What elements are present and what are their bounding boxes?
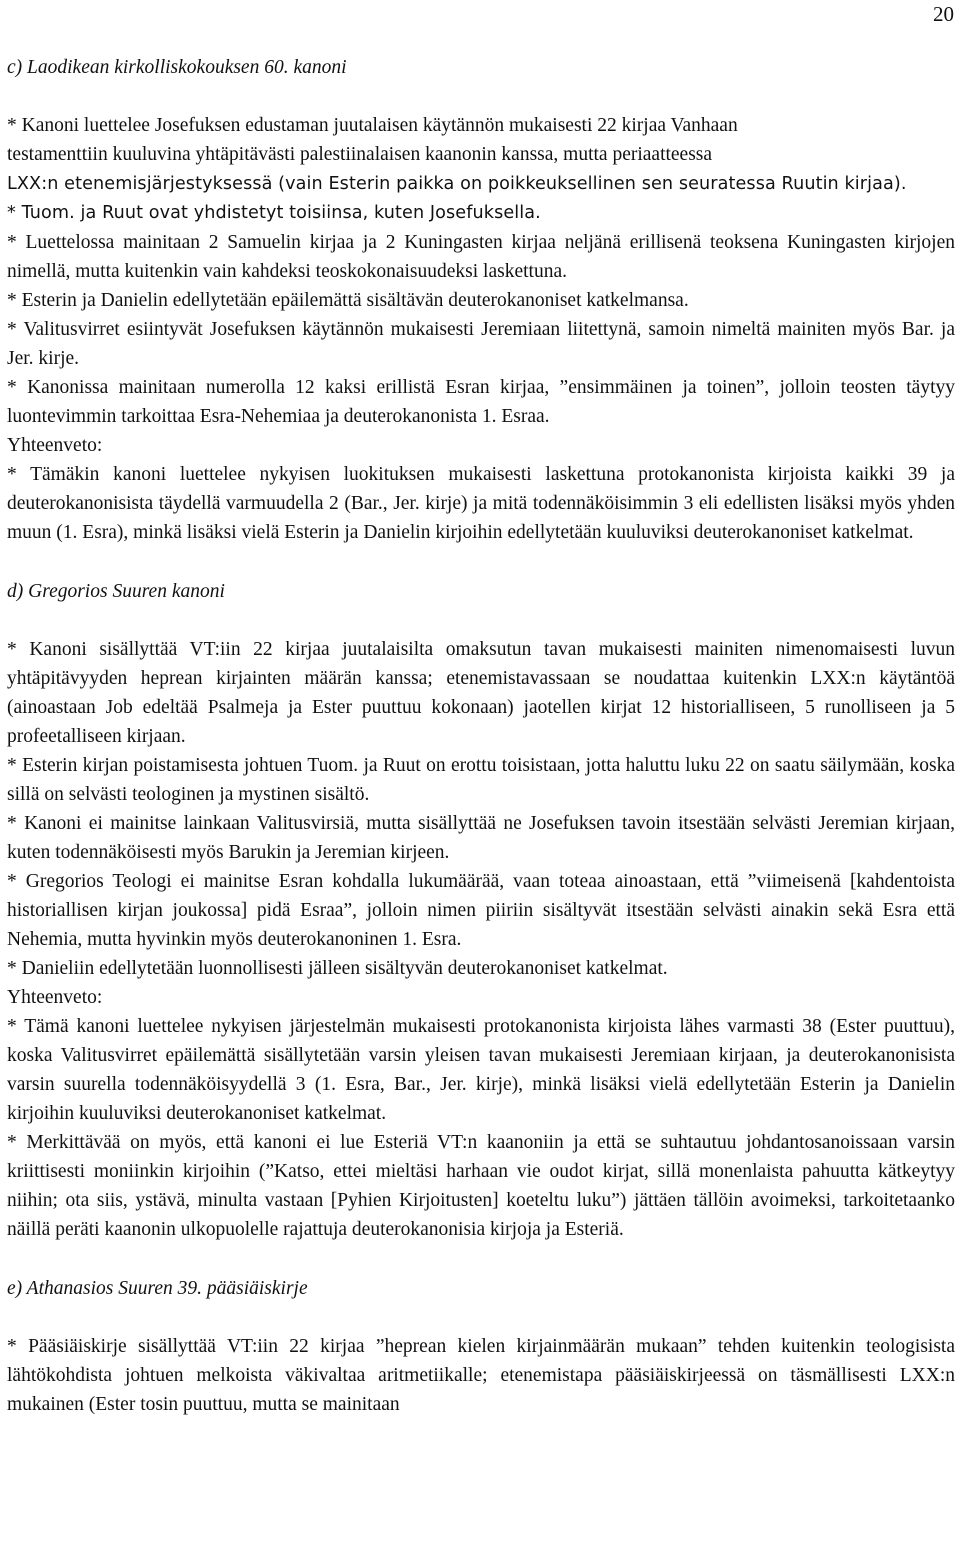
section-e	[7, 1274, 955, 1419]
section-d	[7, 577, 955, 1244]
paragraph: * Tämä kanoni luettelee nykyisen järjestelmän mukaisesti protokanonista kirjoista lähes varmasti 38 (Ester puuttuu), koska Valitusvirret epäilemättä sisällytetään varsin yleisen tavan mukaisesti Jeremiaan kirjaan, ja deuterokanonisista varsin suurella todennäköisyydellä 3 (1. Esra, Bar., Jer. kirje), minkä lisäksi vielä edellytetään Esterin ja Danielin kirjoihin kuuluviksi deuterokanoniset katkelmat.	[7, 1016, 955, 1124]
summary-label: Yhteenveto:	[7, 987, 103, 1008]
page-number: 20	[933, 2, 954, 26]
document-body	[7, 53, 955, 1419]
section-e-body	[7, 1332, 955, 1419]
paragraph: * Pääsiäiskirje sisällyttää VT:iin 22 kirjaa ”heprean kielen kirjainmäärän mukaan” tehden kuitenkin teologisista lähtökohdista johtuen melkoista väkivaltaa aritmetiikalle; etenemistapa pääsiäiskirjeessä on täsmällisesti LXX:n mukainen (Ester tosin puuttuu, mutta se mainitaan	[7, 1336, 955, 1415]
section-heading: c) Laodikean kirkolliskokouksen 60. kanoni	[7, 57, 347, 78]
paragraph: * Danieliin edellytetään luonnollisesti jälleen sisältyvän deuterokanoniset katkelmat.	[7, 958, 668, 979]
section-c-body	[7, 111, 955, 547]
paragraph	[7, 111, 955, 199]
paragraph: * Kanonissa mainitaan numerolla 12 kaksi erillistä Esran kirjaa, ”ensimmäinen ja toinen”, jolloin teosten täytyy luontevimmin tarkoittaa Esra-Nehemiaa ja deuterokanonista 1. Esraa.	[7, 377, 955, 427]
paragraph: * Luettelossa mainitaan 2 Samuelin kirjaa ja 2 Kuningasten kirjaa neljänä erillisenä teoksena Kuningasten kirjojen nimellä, mutta kuitenkin vain kahdeksi teoskokonaisuudeksi laskettuna.	[7, 232, 955, 282]
paragraph: * Gregorios Teologi ei mainitse Esran kohdalla lukumäärää, vaan toteaa ainoastaan, että ”viimeisenä [kahdentoista historiallisen kirjan joukossa] pidä Esraa”, jolloin nimen piiriin sisältyvät itsestään selvästi ainakin sekä Esra että Nehemia, mutta hyvinkin myös deuterokanoninen 1. Esra.	[7, 871, 955, 950]
paragraph: * Merkittävää on myös, että kanoni ei lue Esteriä VT:n kaanoniin ja että se suhtautuu johdantosanoissaan varsin kriittisesti moniinkin kirjoihin (”Katso, ettei mieltäsi harhaan vie oudot kirjat, sillä monenlaista pahuutta kätkeytyy niihin; ota siis, ystävä, minulta vastaan [Pyhien Kirjoitusten] koeteltu luku”) jättäen tällöin avoimeksi, tarkoitetaanko näillä peräti kaanonin ulkopuolelle rajattuja deuterokanonisia kirjoja ja Esteriä.	[7, 1132, 955, 1240]
paragraph: * Kanoni ei mainitse lainkaan Valitusvirsiä, mutta sisällyttää ne Josefuksen tavoin itsestään selvästi Jeremian kirjaan, kuten todennäköisesti myös Barukin ja Jeremian kirjeen.	[7, 813, 955, 863]
paragraph: * Valitusvirret esiintyvät Josefuksen käytännön mukaisesti Jeremiaan liitettynä, samoin nimeltä mainiten myös Bar. ja Jer. kirje.	[7, 319, 955, 369]
section-heading: d) Gregorios Suuren kanoni	[7, 581, 225, 602]
section-heading: e) Athanasios Suuren 39. pääsiäiskirje	[7, 1278, 308, 1299]
paragraph: * Esterin ja Danielin edellytetään epäilemättä sisältävän deuterokanoniset katkelmansa.	[7, 290, 689, 311]
paragraph: * Kanoni sisällyttää VT:iin 22 kirjaa juutalaisilta omaksutun tavan mukaisesti mainiten nimenomaisesti luvun yhtäpitävyyden heprean kirjainten määrän kanssa; etenemistavassaan se noudattaa kuitenkin LXX:n käytäntöä (ainoastaan Job edeltää Psalmeja ja Ester puuttuu kokonaan) jaotellen kirjat 12 historialliseen, 5 runolliseen ja 5 profeetalliseen kirjaan.	[7, 639, 955, 747]
paragraph: * Esterin kirjan poistamisesta johtuen Tuom. ja Ruut on erottu toisistaan, jotta haluttu luku 22 on saatu säilymään, koska sillä on selvästi teologinen ja mystinen sisältö.	[7, 755, 955, 805]
paragraph: * Tämäkin kanoni luettelee nykyisen luokituksen mukaisesti laskettuna protokanonista kirjoista kaikki 39 ja deuterokanonisista täydellä varmuudella 2 (Bar., Jer. kirje) ja mitä todennäköisimmin 3 eli edellisten lisäksi myös yhden muun (1. Esra), minkä lisäksi vielä Esterin ja Danielin kirjoihin edellytetään kuuluviksi deuterokanoniset katkelmat.	[7, 464, 955, 543]
paragraph: * Tuom. ja Ruut ovat yhdistetyt toisiinsa, kuten Josefuksella.	[7, 203, 541, 223]
paragraph-line: testamenttiin kuuluvina yhtäpitävästi palestiinalaisen kaanonin kanssa, mutta periaatteessa	[7, 144, 713, 165]
paragraph-line: LXX:n etenemisjärjestyksessä (vain Esterin paikka on poikkeuksellinen sen seuratessa Ruutin kirjaa).	[7, 174, 907, 194]
section-d-body	[7, 635, 955, 1244]
section-c	[7, 53, 955, 547]
paragraph-line: * Kanoni luettelee Josefuksen edustaman juutalaisen käytännön mukaisesti 22 kirjaa Vanhaan	[7, 115, 738, 136]
summary-label: Yhteenveto:	[7, 435, 103, 456]
